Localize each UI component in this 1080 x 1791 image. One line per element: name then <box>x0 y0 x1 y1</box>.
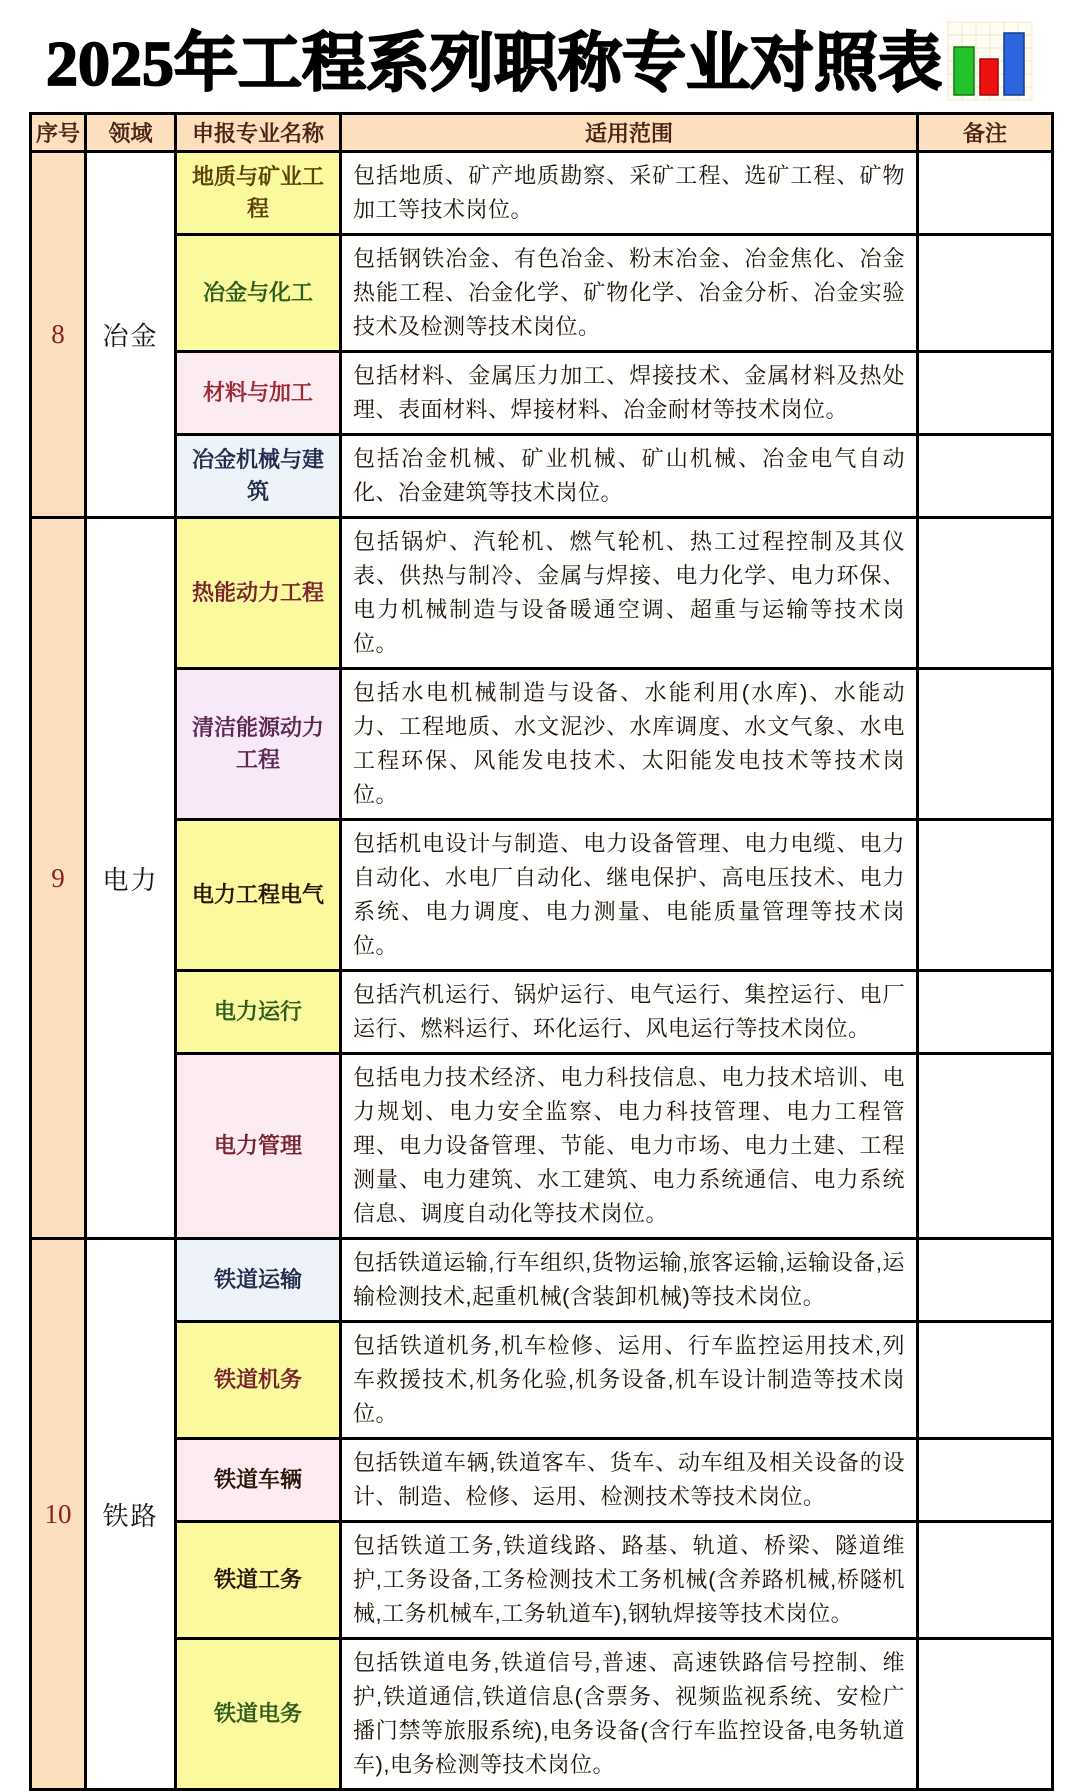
remark-cell <box>918 1239 1053 1322</box>
scope-text: 包括材料、金属压力加工、焊接技术、金属材料及热处理、表面材料、焊接材料、冶金耐材等技术岗位。 <box>341 352 918 435</box>
table-row <box>31 1639 1053 1790</box>
group-number: 8 <box>31 152 86 518</box>
group-field: 铁路 <box>86 1239 176 1790</box>
remark-cell <box>918 1322 1053 1439</box>
scope-text: 包括水电机械制造与设备、水能利用(水库)、水能动力、工程地质、水文泥沙、水库调度、水文气象、水电工程环保、风能发电技术、太阳能发电技术等技术岗位。 <box>341 669 918 820</box>
bar-chart-icon <box>946 21 1034 101</box>
scope-text: 包括铁道机务,机车检修、运用、行车监控运用技术,列车救援技术,机务化验,机务设备,机车设计制造等技术岗位。 <box>341 1322 918 1439</box>
scope-text: 包括冶金机械、矿业机械、矿山机械、冶金电气自动化、冶金建筑等技术岗位。 <box>341 435 918 518</box>
table-row <box>31 1054 1053 1239</box>
table-row <box>31 971 1053 1054</box>
table-row <box>31 235 1053 352</box>
group-number: 10 <box>31 1239 86 1790</box>
profession-name: 电力运行 <box>176 971 341 1054</box>
group-field: 电力 <box>86 518 176 1239</box>
remark-cell <box>918 352 1053 435</box>
table-row <box>31 1322 1053 1439</box>
remark-cell <box>918 152 1053 235</box>
table-row <box>31 152 1053 235</box>
scope-text: 包括汽机运行、锅炉运行、电气运行、集控运行、电厂运行、燃料运行、环化运行、风电运行等技术岗位。 <box>341 971 918 1054</box>
table-row <box>31 820 1053 971</box>
remark-cell <box>918 1522 1053 1639</box>
page-title: 2025年工程系列职称专业对照表 <box>46 28 942 99</box>
remark-cell <box>918 235 1053 352</box>
table-row <box>31 518 1053 669</box>
group-number: 9 <box>31 518 86 1239</box>
page-header <box>10 12 1070 104</box>
profession-name: 热能动力工程 <box>176 518 341 669</box>
table-header-row <box>31 114 1053 152</box>
col-header-number: 序号 <box>31 114 86 152</box>
titles-comparison-table <box>29 112 1054 1791</box>
scope-text: 包括电力技术经济、电力科技信息、电力技术培训、电力规划、电力安全监察、电力科技管理、电力工程管理、电力设备管理、节能、电力市场、电力土建、工程测量、电力建筑、水工建筑、电力系统通信、电力系统信息、调度自动化等技术岗位。 <box>341 1054 918 1239</box>
table-row <box>31 1239 1053 1322</box>
scope-text: 包括铁道车辆,铁道客车、货车、动车组及相关设备的设计、制造、检修、运用、检测技术等技术岗位。 <box>341 1439 918 1522</box>
profession-name: 地质与矿业工程 <box>176 152 341 235</box>
profession-name: 铁道运输 <box>176 1239 341 1322</box>
remark-cell <box>918 435 1053 518</box>
scope-text: 包括机电设计与制造、电力设备管理、电力电缆、电力自动化、水电厂自动化、继电保护、高电压技术、电力系统、电力调度、电力测量、电能质量管理等技术岗位。 <box>341 820 918 971</box>
profession-name: 电力工程电气 <box>176 820 341 971</box>
profession-name: 铁道车辆 <box>176 1439 341 1522</box>
remark-cell <box>918 669 1053 820</box>
col-header-profession: 申报专业名称 <box>176 114 341 152</box>
remark-cell <box>918 1639 1053 1790</box>
profession-name: 电力管理 <box>176 1054 341 1239</box>
table-row <box>31 435 1053 518</box>
profession-name: 清洁能源动力工程 <box>176 669 341 820</box>
col-header-field: 领域 <box>86 114 176 152</box>
remark-cell <box>918 1054 1053 1239</box>
scope-text: 包括钢铁冶金、有色冶金、粉末冶金、冶金焦化、冶金热能工程、冶金化学、矿物化学、冶金分析、冶金实验技术及检测等技术岗位。 <box>341 235 918 352</box>
remark-cell <box>918 971 1053 1054</box>
col-header-remark: 备注 <box>918 114 1053 152</box>
scope-text: 包括铁道电务,铁道信号,普速、高速铁路信号控制、维护,铁道通信,铁道信息(含票务、视频监视系统、安检广播门禁等旅服系统),电务设备(含行车监控设备,电务轨道车),电务检测等技术岗位。 <box>341 1639 918 1790</box>
table-row <box>31 352 1053 435</box>
group-field: 冶金 <box>86 152 176 518</box>
profession-name: 冶金机械与建筑 <box>176 435 341 518</box>
profession-name: 铁道机务 <box>176 1322 341 1439</box>
col-header-scope: 适用范围 <box>341 114 918 152</box>
table-row <box>31 669 1053 820</box>
table-row <box>31 1522 1053 1639</box>
profession-name: 材料与加工 <box>176 352 341 435</box>
remark-cell <box>918 518 1053 669</box>
profession-name: 铁道电务 <box>176 1639 341 1790</box>
scope-text: 包括铁道运输,行车组织,货物运输,旅客运输,运输设备,运输检测技术,起重机械(含装卸机械)等技术岗位。 <box>341 1239 918 1322</box>
scope-text: 包括锅炉、汽轮机、燃气轮机、热工过程控制及其仪表、供热与制冷、金属与焊接、电力化学、电力环保、电力机械制造与设备暖通空调、超重与运输等技术岗位。 <box>341 518 918 669</box>
remark-cell <box>918 820 1053 971</box>
profession-name: 铁道工务 <box>176 1522 341 1639</box>
scope-text: 包括地质、矿产地质勘察、采矿工程、选矿工程、矿物加工等技术岗位。 <box>341 152 918 235</box>
table-row <box>31 1439 1053 1522</box>
remark-cell <box>918 1439 1053 1522</box>
profession-name: 冶金与化工 <box>176 235 341 352</box>
scope-text: 包括铁道工务,铁道线路、路基、轨道、桥梁、隧道维护,工务设备,工务检测技术工务机械(含养路机械,桥隧机械,工务机械车,工务轨道车),钢轨焊接等技术岗位。 <box>341 1522 918 1639</box>
